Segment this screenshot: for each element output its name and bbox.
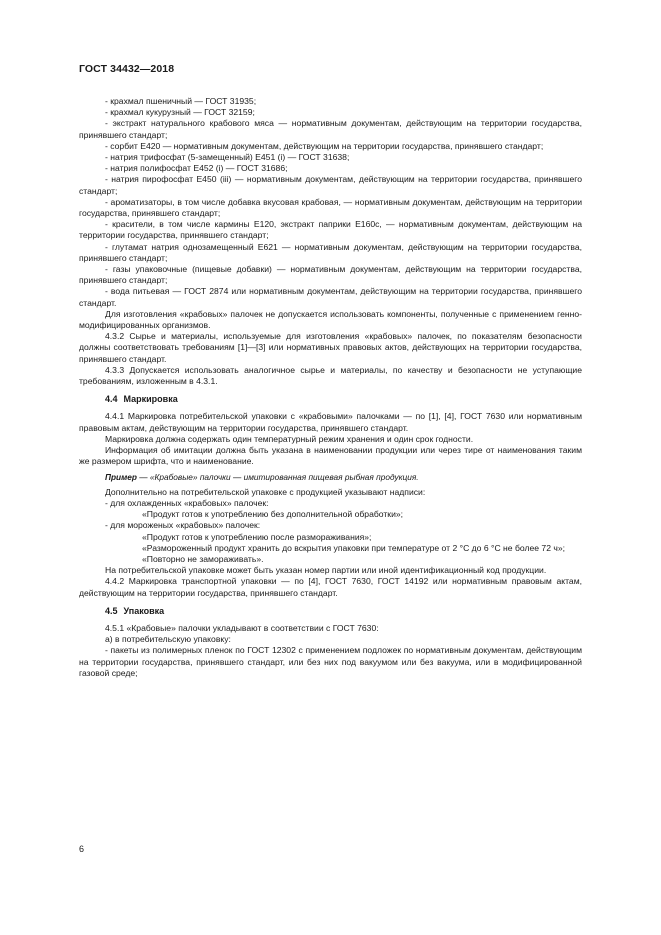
paragraph: а) в потребительскую упаковку: [105, 634, 231, 645]
paragraph: «Размороженный продукт хранить до вскрытия упаковки при температуре от 2 °С до 6 °С не более 72 ч»; [142, 542, 566, 553]
paragraph: - крахмал пшеничный — ГОСТ 31935; [105, 96, 257, 106]
paragraph: - натрия полифосфат Е452 (i) — ГОСТ 31686; [105, 163, 288, 174]
paragraph: - натрия пирофосфат Е450 (iii) — нормативным документам, действующим на территории государства, принявшего стандарт; [79, 174, 582, 196]
paragraph: - натрия трифосфат (5-замещенный) Е451 (i) — ГОСТ 31638; [105, 152, 350, 163]
ingredients-list [79, 96, 582, 387]
paragraph: - пакеты из полимерных пленок по ГОСТ 12302 с применением подложек по нормативным документам, действующим на территории государства, принявшего стандарт, или без них под вакуумом или без вакуума, или в модифицированной газовой среде; [79, 645, 582, 678]
example-note [79, 472, 582, 483]
paragraph: - крахмал кукурузный — ГОСТ 32159; [105, 107, 255, 118]
paragraph: 4.4.1 Маркировка потребительской упаковки с «крабовыми» палочками — по [1], [4], ГОСТ 7630 или нормативным правовым актам, действующим на территории государства, принявшего стандарт. [79, 411, 582, 433]
paragraph: Для изготовления «крабовых» палочек не допускается использовать компоненты, полученные с применением генно-модифицированных организмов. [79, 308, 582, 331]
example-label: Пример [105, 471, 137, 482]
paragraph: - экстракт натурального крабового мяса — нормативным документам, действующим на территории государства, принявшего стандарт; [79, 118, 582, 140]
marking-paragraphs [79, 411, 582, 467]
paragraph: Дополнительно на потребительской упаковке с продукцией указывают надписи: [105, 486, 426, 497]
document-body [79, 96, 582, 679]
paragraph: «Продукт готов к употреблению без дополнительной обработки»; [142, 509, 404, 520]
paragraph: - газы упаковочные (пищевые добавки) — нормативным документам, действующим на территории государства, принявшего стандарт; [79, 264, 582, 286]
paragraph: - для мороженых «крабовых» палочек: [105, 520, 261, 531]
packaging-paragraphs [79, 623, 582, 679]
section-title: Упаковка [123, 605, 165, 616]
paragraph: - вода питьевая — ГОСТ 2874 или нормативным документам, действующим на территории государства, принявшего стандарт. [79, 286, 582, 308]
section-number: 4.4 [105, 394, 118, 405]
paragraph: - красители, в том числе кармины Е120, экстракт паприки Е160с, — нормативным документам, действующим на территории государства, принявшего стандарт; [79, 219, 582, 241]
example-text: — «Крабовые» палочки — имитированная пищевая рыбная продукция. [139, 471, 419, 482]
paragraph: «Продукт готов к употреблению после размораживания»; [142, 531, 372, 542]
paragraph: - глутамат натрия однозамещенный Е621 — нормативным документам, действующим на территории государства, принявшего стандарт; [79, 241, 582, 263]
paragraph: 4.3.3 Допускается использовать аналогичное сырье и материалы, по качеству и безопасности не уступающие требованиям, изложенным в 4.3.1. [79, 364, 582, 387]
section-title: Маркировка [123, 394, 178, 405]
paragraph: 4.5.1 «Крабовые» палочки укладывают в соответствии с ГОСТ 7630: [105, 622, 379, 633]
paragraph: - сорбит Е420 — нормативным документам, действующим на территории государства, принявшего стандарт; [105, 140, 544, 151]
paragraph: «Повторно не замораживать». [142, 553, 264, 564]
document-header: ГОСТ 34432—2018 [79, 63, 175, 75]
paragraph: - для охлажденных «крабовых» палочек: [105, 497, 269, 508]
paragraph: - ароматизаторы, в том числе добавка вкусовая крабовая, — нормативным документам, действующим на территории государства, принявшего стандарт; [79, 196, 582, 219]
paragraph: 4.4.2 Маркировка транспортной упаковки — по [4], ГОСТ 7630, ГОСТ 14192 или нормативным правовым актам, действующим на территории государства, принявшего стандарт. [79, 576, 582, 598]
paragraph: Маркировка должна содержать один температурный режим хранения и один срок годности. [105, 433, 474, 444]
section-number: 4.5 [105, 605, 118, 616]
section-heading-marking [79, 394, 582, 405]
page-number: 6 [79, 844, 85, 854]
paragraph: 4.3.2 Сырье и материалы, используемые для изготовления «крабовых» палочек, по показателям безопасности должны соответствовать требованиям [1]—[3] или нормативных правовых актов, действующих на территории государства, принявшего стандарт. [79, 331, 582, 364]
paragraph: На потребительской упаковке может быть указан номер партии или иной идентификационный код продукции. [105, 565, 547, 576]
marking-inscriptions [79, 487, 582, 599]
paragraph: Информация об имитации должна быть указана в наименовании продукции или через тире от наименования таким же размером шрифта, что и наименование. [79, 445, 582, 467]
section-heading-packaging [79, 606, 582, 617]
